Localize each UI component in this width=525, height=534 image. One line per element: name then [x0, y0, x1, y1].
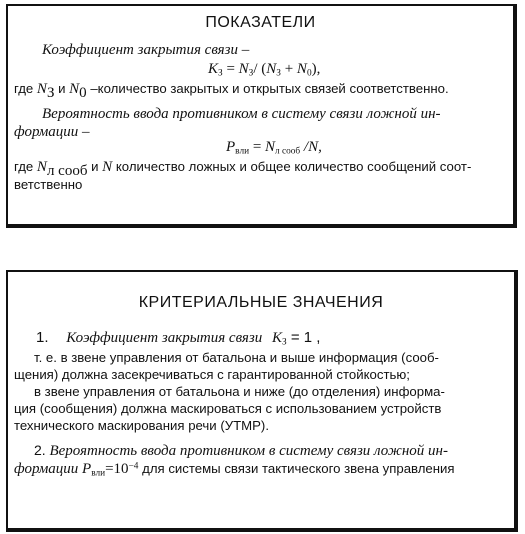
false-info-probability-formula: $P_{вли} = N_{л сооб}$ /N, [226, 139, 322, 157]
criterion-2-heading-line1: 2. Вероятность ввода противником в систему связи ложной ин- [34, 442, 448, 459]
criterion-1-text-line2: щения) должна засекречиваться с гарантированной стойкостью; [14, 367, 410, 382]
closure-coefficient-formula: $K_З = N_З/$ $(N_З + N_0)$, [208, 61, 321, 79]
criterion-1-text-line4: ция (сообщения) должна маскироваться с использованием устройств [14, 401, 442, 416]
criteria-title: КРИТЕРИАЛЬНЫЕ ЗНАЧЕНИЯ [138, 294, 384, 311]
false-info-probability-definition-line2: ветственно [14, 177, 83, 192]
false-info-probability-definition-line1: где $N_{л сооб}$ и N количество ложных и общее количество сообщений соот- [14, 159, 472, 179]
criterion-1-text-line1: т. е. в звене управления от батальона и выше информация (сооб- [34, 350, 439, 365]
criterion-2-heading-line2: формации $P_{вли}=10^{-4}$ для системы связи тактического звена управления [14, 461, 455, 479]
criterion-1-text-line5: технического маскирования речи (УТМР). [14, 418, 269, 433]
false-info-probability-label-line1: Вероятность ввода противником в систему связи ложной ин- [42, 106, 441, 122]
indicators-title: ПОКАЗАТЕЛИ [205, 14, 316, 31]
criterion-1-text-line3: в звене управления от батальона и ниже (до отделения) информа- [34, 384, 445, 399]
criteria-box [6, 270, 518, 532]
criterion-1-heading: 1. Коэффициент закрытия связи $K_З = 1$ , [36, 329, 321, 348]
indicators-box [6, 4, 517, 228]
false-info-probability-label-line2: формации – [14, 124, 90, 140]
closure-coefficient-label: Коэффициент закрытия связи – [42, 42, 250, 58]
closure-coefficient-definition: где $N_З$ и $N_0$ –количество закрытых и открытых связей соответственно. [14, 81, 449, 101]
